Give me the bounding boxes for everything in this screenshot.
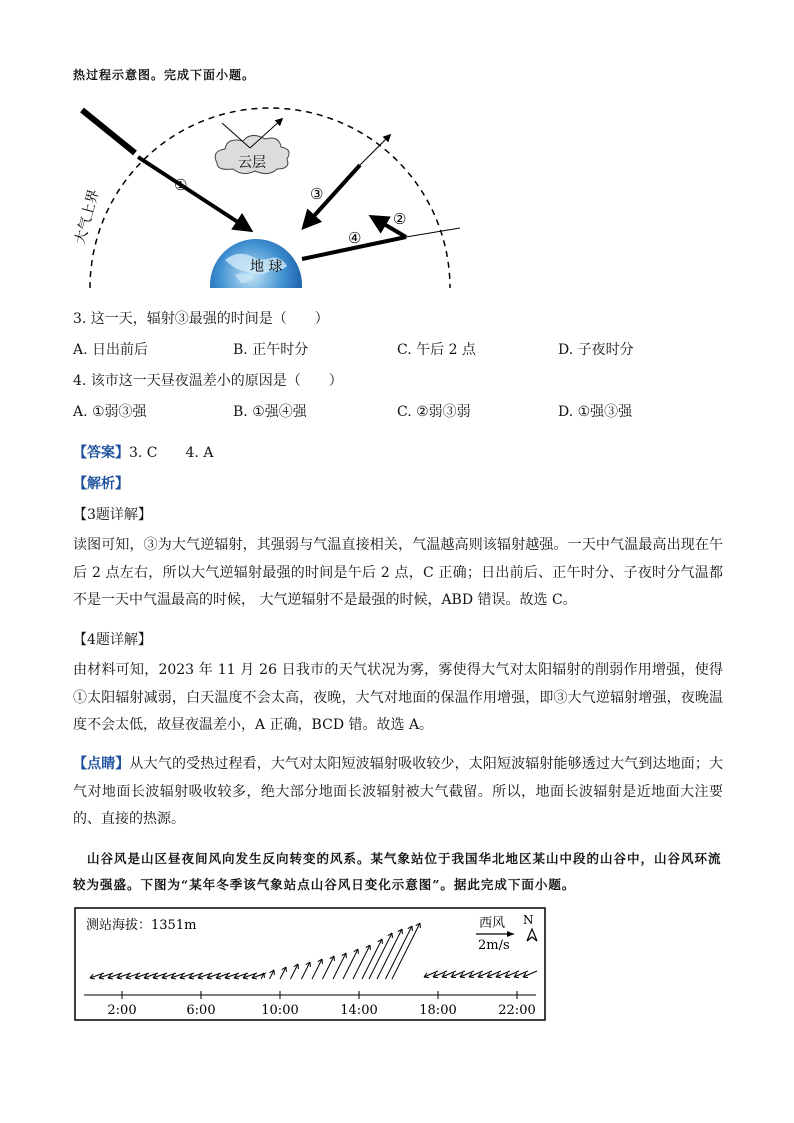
answer-line xyxy=(73,442,213,462)
marker-4: ④ xyxy=(348,229,362,247)
tip-text: 从大气的受热过程看，大气对太阳短波辐射吸收较少，太阳短波辐射能够透过大气到达地面；大气对地面长波辐射吸收较多，绝大部分地面长波辐射被大气截留。所以，地面长波辐射是近地面大注要的、直接的热源。 xyxy=(73,756,724,827)
q4-option-c[interactable]: C. ②弱③弱 xyxy=(397,404,471,420)
marker-1: ① xyxy=(174,176,188,194)
solar-radiation-arrow xyxy=(82,110,135,153)
time-label: 6:00 xyxy=(186,1003,216,1018)
question-4: 4. 该市这一天昼夜温差小的原因是（ ） xyxy=(73,373,343,389)
earth-label: 地 球 xyxy=(250,259,283,275)
answer-tag: 【答案】 xyxy=(73,445,129,461)
detail-3-tag: 【3题详解】 xyxy=(73,507,152,523)
q3-option-d[interactable]: D. 子夜时分 xyxy=(558,342,634,358)
q3-option-b[interactable]: B. 正午时分 xyxy=(233,342,309,358)
detail-4-tag: 【4题详解】 xyxy=(73,632,152,648)
detail-4-text: 由材料可知，2023 年 11 月 26 日我市的天气状况为雾，雾使得大气对太阳辐射的削弱作用增强，使得①太阳辐射减弱，白天温度不会太高，夜晚，大气对地面的保温作用增强，即③大气逆辐射增强，夜晚温度不会太低，故昼夜温差小，A 正确，BCD 错。故选 A。 xyxy=(73,662,723,733)
analysis-tag: 【解析】 xyxy=(73,476,129,492)
q3-option-a[interactable]: A. 日出前后 xyxy=(73,342,149,358)
q4-option-a[interactable]: A. ①弱③强 xyxy=(73,404,147,420)
q4-option-b[interactable]: B. ①强④强 xyxy=(233,404,307,420)
valley-wind-chart xyxy=(74,907,548,1025)
time-label: 10:00 xyxy=(261,1003,299,1018)
atmosphere-label: 大气上界 xyxy=(72,187,103,247)
station-label: 测站海拔：1351m xyxy=(86,918,197,933)
tip-paragraph xyxy=(73,751,723,834)
q4-option-d[interactable]: D. ①强③强 xyxy=(558,404,633,420)
valley-wind-intro: 山谷风是山区昼夜间风向发生反向转变的风系。某气象站位于我国华北地区某山中段的山谷中，山谷风环流较为强盛。下图为“某年冬季该气象站点山谷风日变化示意图”。据此完成下面小题。 xyxy=(73,851,722,892)
cloud-label: 云层 xyxy=(238,155,266,171)
detail-3-text: 读图可知，③为大气逆辐射，其强弱与气温直接相关，气温越高则该辐射越强。一天中气温最高出现在午后 2 点左右，所以大气逆辐射最强的时间是午后 2 点，C 正确；日出前后、正午时分、子夜时分气温都不是一天中气温最高的时候， 大气逆辐射不是最强的时候，ABD 错误。故选 C。 xyxy=(73,537,723,608)
time-label: 2:00 xyxy=(107,1003,137,1018)
time-label: 22:00 xyxy=(498,1003,536,1018)
time-label: 18:00 xyxy=(419,1003,457,1018)
marker-3: ③ xyxy=(310,185,324,203)
legend-west-label: 西风 xyxy=(479,916,506,931)
time-label: 14:00 xyxy=(340,1003,378,1018)
question-3: 3. 这一天，辐射③最强的时间是（ ） xyxy=(73,311,329,327)
answer-text: 3. C 4. A xyxy=(129,445,214,461)
atmosphere-heating-diagram xyxy=(60,95,460,290)
north-label: N xyxy=(523,913,534,927)
marker-2: ② xyxy=(393,210,407,228)
tip-tag: 【点睛】 xyxy=(73,756,130,772)
q3-option-c[interactable]: C. 午后 2 点 xyxy=(397,342,476,358)
legend-speed-label: 2m/s xyxy=(478,938,510,953)
intro-line: 热过程示意图。完成下面小题。 xyxy=(73,68,256,82)
